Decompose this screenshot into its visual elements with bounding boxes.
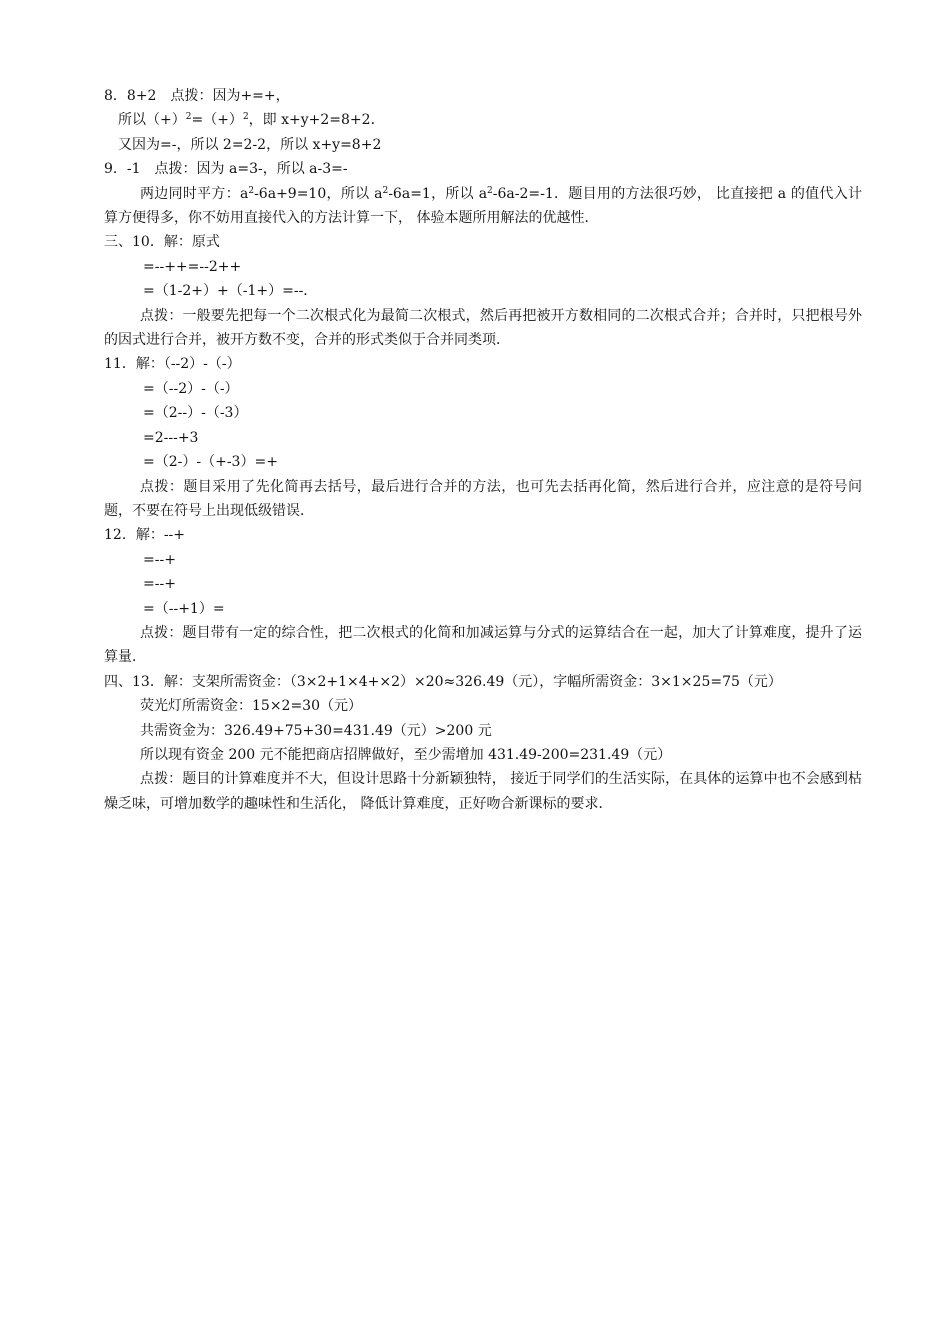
answer-12-step-2: =--+ xyxy=(143,576,176,593)
answer-13-heading: 四、13．解：支架所需资金：（3×2+1×4+×2）×20≈326.49（元），字幅所需资金：3×1×25=75（元） xyxy=(104,673,782,690)
answer-11-hint: 点拨：题目采用了先化简再去括号，最后进行合并的方法，也可先去括再化简，然后进行合并，应注意的是符号问题，不要在符号上出现低级错误． xyxy=(104,478,862,519)
answer-11-step-2: =（2--）-（-3） xyxy=(143,405,248,422)
answer-11-step-4: =（2-）-（+-3）=+ xyxy=(143,454,278,471)
answer-11-step-1: =（--2）-（-） xyxy=(143,380,239,397)
answer-12-hint: 点拨：题目带有一定的综合性，把二次根式的化简和加减运算与分式的运算结合在一起，加大了计算难度，提升了运算量． xyxy=(104,624,862,666)
answer-13-conclusion: 所以现有资金 200 元不能把商店招牌做好，至少需增加 431.49-200=231.49（元） xyxy=(140,746,672,763)
answer-8-step-1: 所以$(+)^2=(+)^2$，即 x+y+2=8+2． xyxy=(118,112,385,129)
superscript-two: 2 xyxy=(382,185,389,196)
answer-8-step-2: 又因为=-，所以 2=2-2，所以 x+y=8+2 xyxy=(118,136,382,153)
answer-8-line: 8．8+2 点拨：因为+=+， xyxy=(104,88,290,104)
answer-10-heading: 三、10．解：原式 xyxy=(104,234,220,251)
superscript-two: 2 xyxy=(487,185,493,196)
answer-9-line: 9．-1 点拨：因为 a=3-，所以 a-3=- xyxy=(104,161,348,178)
answer-12-step-1: =--+ xyxy=(143,551,176,568)
superscript-two: 2 xyxy=(242,112,249,123)
superscript-two: 2 xyxy=(185,112,192,123)
superscript-two: 2 xyxy=(248,185,255,196)
answer-12-heading: 12．解：--+ xyxy=(104,527,186,544)
answer-10-step-1: =--++=--2++ xyxy=(143,258,242,275)
answer-13-total-cost: 共需资金为：326.49+75+30=431.49（元）>200 元 xyxy=(140,722,492,739)
answer-13-hint: 点拨：题目的计算难度并不大，但设计思路十分新颖独特， 接近于同学们的生活实际，在具体的运算中也不会感到枯燥乏味，可增加数学的趣味性和生活化， 降低计算难度，正好吻合新课标的要求． xyxy=(104,771,862,812)
answer-11-heading: 11．解：（--2）-（-） xyxy=(104,356,241,373)
answer-9-explanation: 两边同时平方：$a^2-6a+9=10$，所以 $a^2-6a=1$，所以 $a^2-6a-2=-1$．题目用的方法很巧妙， 比直接把 a 的值代入计算方便得多，你不妨用直接代入的方法计算一下， 体验本题所用解法的优越性． xyxy=(104,185,862,227)
answer-10-step-2: =（1-2+）+（-1+）=--． xyxy=(143,283,318,300)
answer-13-lamp-cost: 荧光灯所需资金：15×2=30（元） xyxy=(140,698,362,715)
answer-10-hint: 点拨：一般要先把每一个二次根式化为最简二次根式，然后再把被开方数相同的二次根式合并；合并时，只把根号外的因式进行合并，被开方数不变，合并的形式类似于合并同类项． xyxy=(104,307,862,349)
answer-12-step-3: =（--+1）= xyxy=(143,600,225,617)
answer-11-step-3: =2---+3 xyxy=(143,429,199,446)
